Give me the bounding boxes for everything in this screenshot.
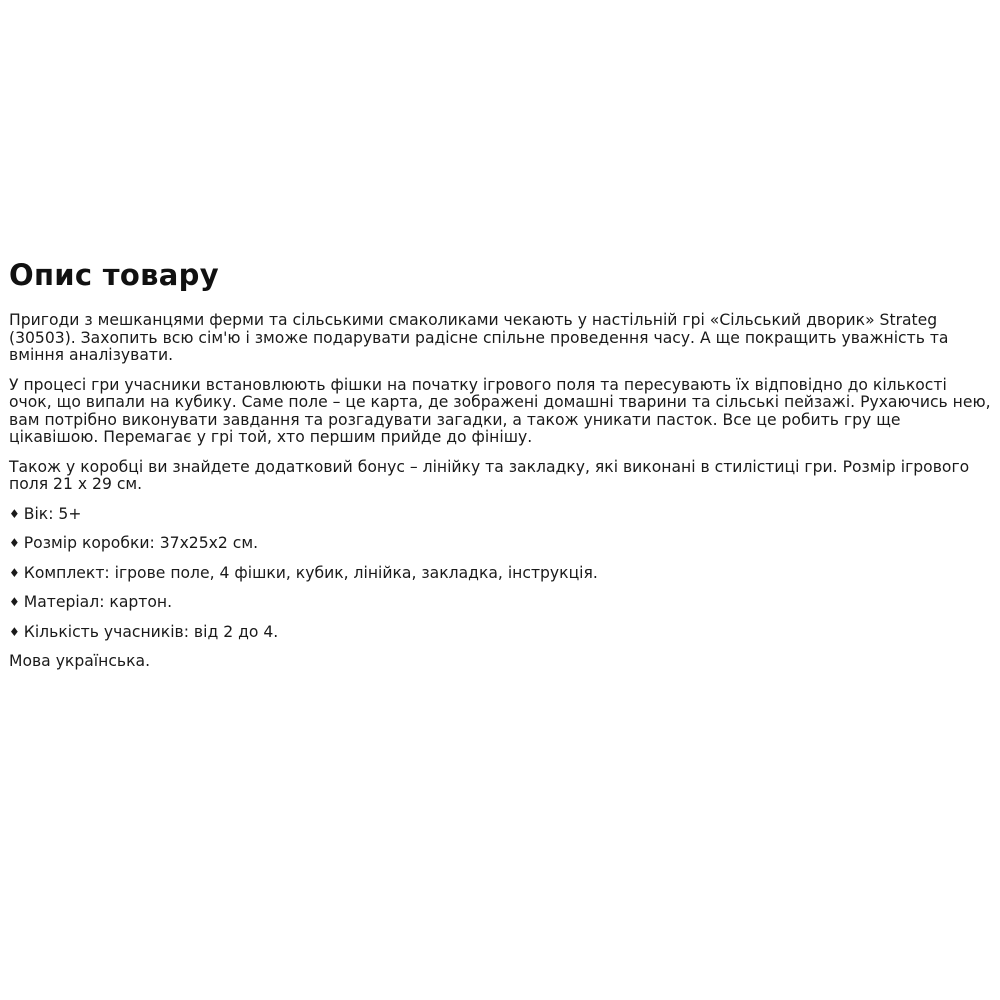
diamond-bullet-icon: ♦ [9,536,20,550]
spec-text: Матеріал: картон. [23,593,173,611]
description-paragraph: Пригоди з мешканцями ферми та сільськими смаколиками чекають у настільній грі «Сільський дворик» Strateg (30503). Захопить всю сім'ю і зможе подарувати радісне спільне проведення часу. А ще покращить уважність та вміння аналізувати. [9,311,949,364]
diamond-bullet-icon: ♦ [9,595,20,609]
spec-text: Комплект: ігрове поле, 4 фішки, кубик, лінійка, закладка, інструкція. [23,563,598,582]
description-paragraph: Також у коробці ви знайдете додатковий бонус – лінійку та закладку, які виконані в стилістиці гри. Розмір ігрового поля 21 х 29 см. [9,457,970,493]
description-paragraph: У процесі гри учасники встановлюють фішки на початку ігрового поля та пересувають їх відповідно до кількості очок, що випали на кубику. Саме поле – це карта, де зображені домашні тварини та сільські пейзажі. Рухаючись нею, вам потрібно виконувати завдання та розгадувати загадки, а також уникати пасток. Все це робить гру ще цікавішою. Перемагає у грі той, хто першим прийде до фінішу. [9,375,991,446]
spec-item-material [9,594,992,612]
diamond-bullet-icon: ♦ [9,506,20,521]
spec-text: Розмір коробки: 37x25x2 см. [23,534,259,552]
spec-text: Вік: 5+ [23,504,82,523]
spec-item-box-size [9,535,992,553]
diamond-bullet-icon: ♦ [9,624,20,639]
spec-item-players [9,624,992,642]
spec-item-age [9,506,992,524]
language-note: Мова українська. [9,652,151,670]
spec-text: Кількість учасників: від 2 до 4. [23,622,279,641]
diamond-bullet-icon: ♦ [9,565,20,580]
section-heading: Опис товару [9,258,219,292]
spec-item-contents [9,565,992,583]
